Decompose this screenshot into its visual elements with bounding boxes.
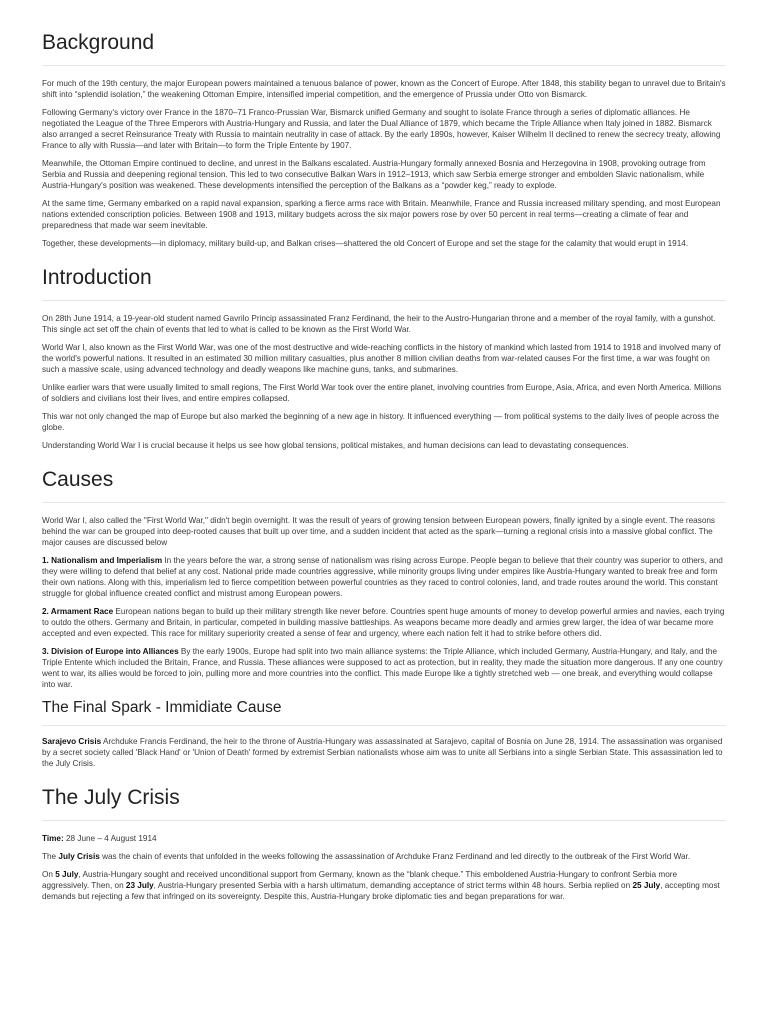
paragraph: Understanding World War I is crucial because it helps us see how global tensions, political mistakes, and human decisions can lead to devastating consequences.: [42, 441, 629, 450]
paragraph-sarajevo: [42, 736, 726, 769]
cause-text: European nations began to build up their military strength like never before. Countries spent huge amounts of money to develop powerful armies and navies, each trying to outdo the others. Germany and Britain, in particular, competed in building massive battleships. As weapons became more deadly and armies grew larger, the idea of war became more accepted and even expected. This race for military superiority created a sense of fear and urgency, where each nation felt it had to strike before others did.: [42, 607, 725, 638]
sarajevo-text: Archduke Francis Ferdinand, the heir to the throne of Austria-Hungary was assassinated at Sarajevo, capital of Bosnia on June 28, 1914. The assassination was organised by a secret society called 'Black Hand' or 'Union of Death' formed by extremist Serbian nationalists whose aim was to unite all Serbians into a single Serbian State. This assassination led to the July Crisis.: [42, 737, 723, 768]
time-label: Time:: [42, 834, 64, 843]
section-heading-background: Background: [42, 30, 726, 66]
text: , Austria-Hungary presented Serbia with a harsh ultimatum, demanding acceptance of strict terms within 48 hours. Serbia replied on: [153, 881, 633, 890]
time-value: 28 June – 4 August 1914: [63, 834, 157, 843]
sarajevo-label: Sarajevo Crisis: [42, 737, 102, 746]
paragraph: Meanwhile, the Ottoman Empire continued to decline, and unrest in the Balkans escalated. Austria-Hungary formally annexed Bosnia and Herzegovina in 1908, provoking outrage from Serbia and Russia and deepening regional tension. This led to two consecutive Balkan Wars in 1912–1913, which saw Serbia emerge stronger and embolden Slavic nationalism, while Austria-Hungary's position was weakened. These developments intensified the perception of the Balkans as a “powder keg,” ready to explode.: [42, 159, 706, 190]
cause-title: 2. Armament Race: [42, 607, 114, 616]
cause-item-armament: [42, 606, 726, 639]
paragraph: On 28th June 1914, a 19-year-old student named Gavrilo Princip assassinated Franz Ferdinand, the heir to the Austro-Hungarian throne and a member of the royal family, with a gunshot. This single act set off the chain of events that led to what is called to be known as the First World War.: [42, 314, 716, 334]
section-heading-introduction: Introduction: [42, 265, 726, 301]
paragraph: [42, 869, 726, 902]
cause-text: By the early 1900s, Europe had split into two main alliance systems: the Triple Alliance, which included Germany, Austria-Hungary, and Italy, and the Triple Entente which included the Britain, France, and Russia. These alliances were supposed to act as protection, but in reality, they made the situation more dangerous. If any one country went to war, its allies would be forced to join, pulling more and more countries into the conflict. This made Europe like a tightly stretched web — one break, and everything would collapse into war.: [42, 647, 723, 689]
bold-date: 5 July: [55, 870, 79, 879]
cause-text: In the years before the war, a strong sense of nationalism was rising across Europe. People began to believe that their country was superior to others, and they were willing to defend that belief at any cost. National pride made countries aggressive, while minority groups living under empires like Austria-Hungary wanted to break free and form their own nations. Along with this, imperialism led to fierce competition between powerful countries as they raced to control colonies, land, and trade routes around the world. This constant struggle for global influence created conflict and mistrust among European powers.: [42, 556, 723, 598]
paragraph: [42, 851, 726, 862]
text: , Austria-Hungary sought and received unconditional support from Germany, known as the “blank cheque.” This emboldened Austria-Hungary to confront Serbia more aggressively. Then, on: [42, 870, 678, 890]
time-line: [42, 833, 726, 844]
cause-item-nationalism: [42, 555, 726, 599]
bold-date: 23 July: [125, 881, 154, 890]
section-heading-july-crisis: The July Crisis: [42, 785, 726, 821]
text: was the chain of events that unfolded in the weeks following the assassination of Archduke Franz Ferdinand and led directly to the outbreak of the First World War.: [99, 852, 691, 861]
section-heading-causes: Causes: [42, 467, 726, 503]
paragraph: At the same time, Germany embarked on a rapid naval expansion, sparking a fierce arms race with Britain. Meanwhile, France and Russia increased military spending, and most European nations extended conscription policies. Between 1908 and 1913, military budgets across the six major powers rose by over 50 percent in real terms—creating a climate of fear and preparedness that made war seem inevitable.: [42, 199, 721, 230]
paragraph: Following Germany's victory over France in the 1870–71 Franco-Prussian War, Bismarck unified Germany and sought to isolate France through a series of diplomatic alliances. He negotiated the League of the Three Emperors with Austria-Hungary and Russia, and later the Dual Alliance of 1879, which became the Triple Alliance when Italy joined in 1882. Bismarck also arranged a secret Reinsurance Treaty with Russia to maintain neutrality in case of attack. By the early 1890s, however, Kaiser Wilhelm II declined to renew the secrecy treaty, allowing France to ally with Russia—and later with Britain—to form the Triple Entente by 1907.: [42, 108, 721, 150]
cause-title: 1. Nationalism and Imperialism: [42, 556, 163, 565]
paragraph: Unlike earlier wars that were usually limited to small regions, The First World War took over the entire planet, involving countries from Europe, Asia, Africa, and even North America. Millions of soldiers and civilians lost their lives, and entire empires collapsed.: [42, 383, 722, 403]
document-page: [42, 30, 726, 909]
paragraph: For much of the 19th century, the major European powers maintained a tenuous balance of power, known as the Concert of Europe. After 1848, this stability began to unravel due to Britain's shift into “splendid isolation,” the weakening Ottoman Empire, intensified imperial competition, and the emergence of Prussia under Otto von Bismarck.: [42, 79, 726, 99]
cause-title: 3. Division of Europe into Alliances: [42, 647, 179, 656]
bold-date: 25 July: [632, 881, 661, 890]
paragraph: World War I, also called the "First World War," didn't begin overnight. It was the result of years of growing tension between European powers, finally ignited by a single event. The reasons behind the war can be grouped into deep-rooted causes that built up over time, and a sudden incident that acted as the spark—turning a regional crisis into a massive global conflict. The major causes are discussed below: [42, 516, 716, 547]
paragraph: World War I, also known as the First World War, was one of the most destructive and wide-reaching conflicts in the history of mankind which lasted from 1914 to 1918 and involved many of the world's powerful nations. It resulted in an estimated 30 million military casualties, plus another 8 million civilian deaths from war-related causes For the first time, a war was fought on such a massive scale, using advanced technology and deadly weapons like machine guns, tanks, and submarines.: [42, 343, 721, 374]
text: On: [42, 870, 56, 879]
paragraph: This war not only changed the map of Europe but also marked the beginning of a new age in history. It influenced everything — from political systems to the daily lives of people across the globe.: [42, 412, 720, 432]
text: The: [42, 852, 59, 861]
subsection-heading-final-spark: The Final Spark - Immidiate Cause: [42, 698, 726, 726]
text: , accepting most demands but rejecting a few that infringed on its sovereignty. Despite this, Austria-Hungary broke diplomatic ties and began preparations for war.: [42, 881, 720, 901]
bold-term: July Crisis: [58, 852, 100, 861]
cause-item-alliances: [42, 646, 726, 690]
paragraph: Together, these developments—in diplomacy, military build-up, and Balkan crises—shattered the old Concert of Europe and set the stage for the calamity that would erupt in 1914.: [42, 239, 689, 248]
